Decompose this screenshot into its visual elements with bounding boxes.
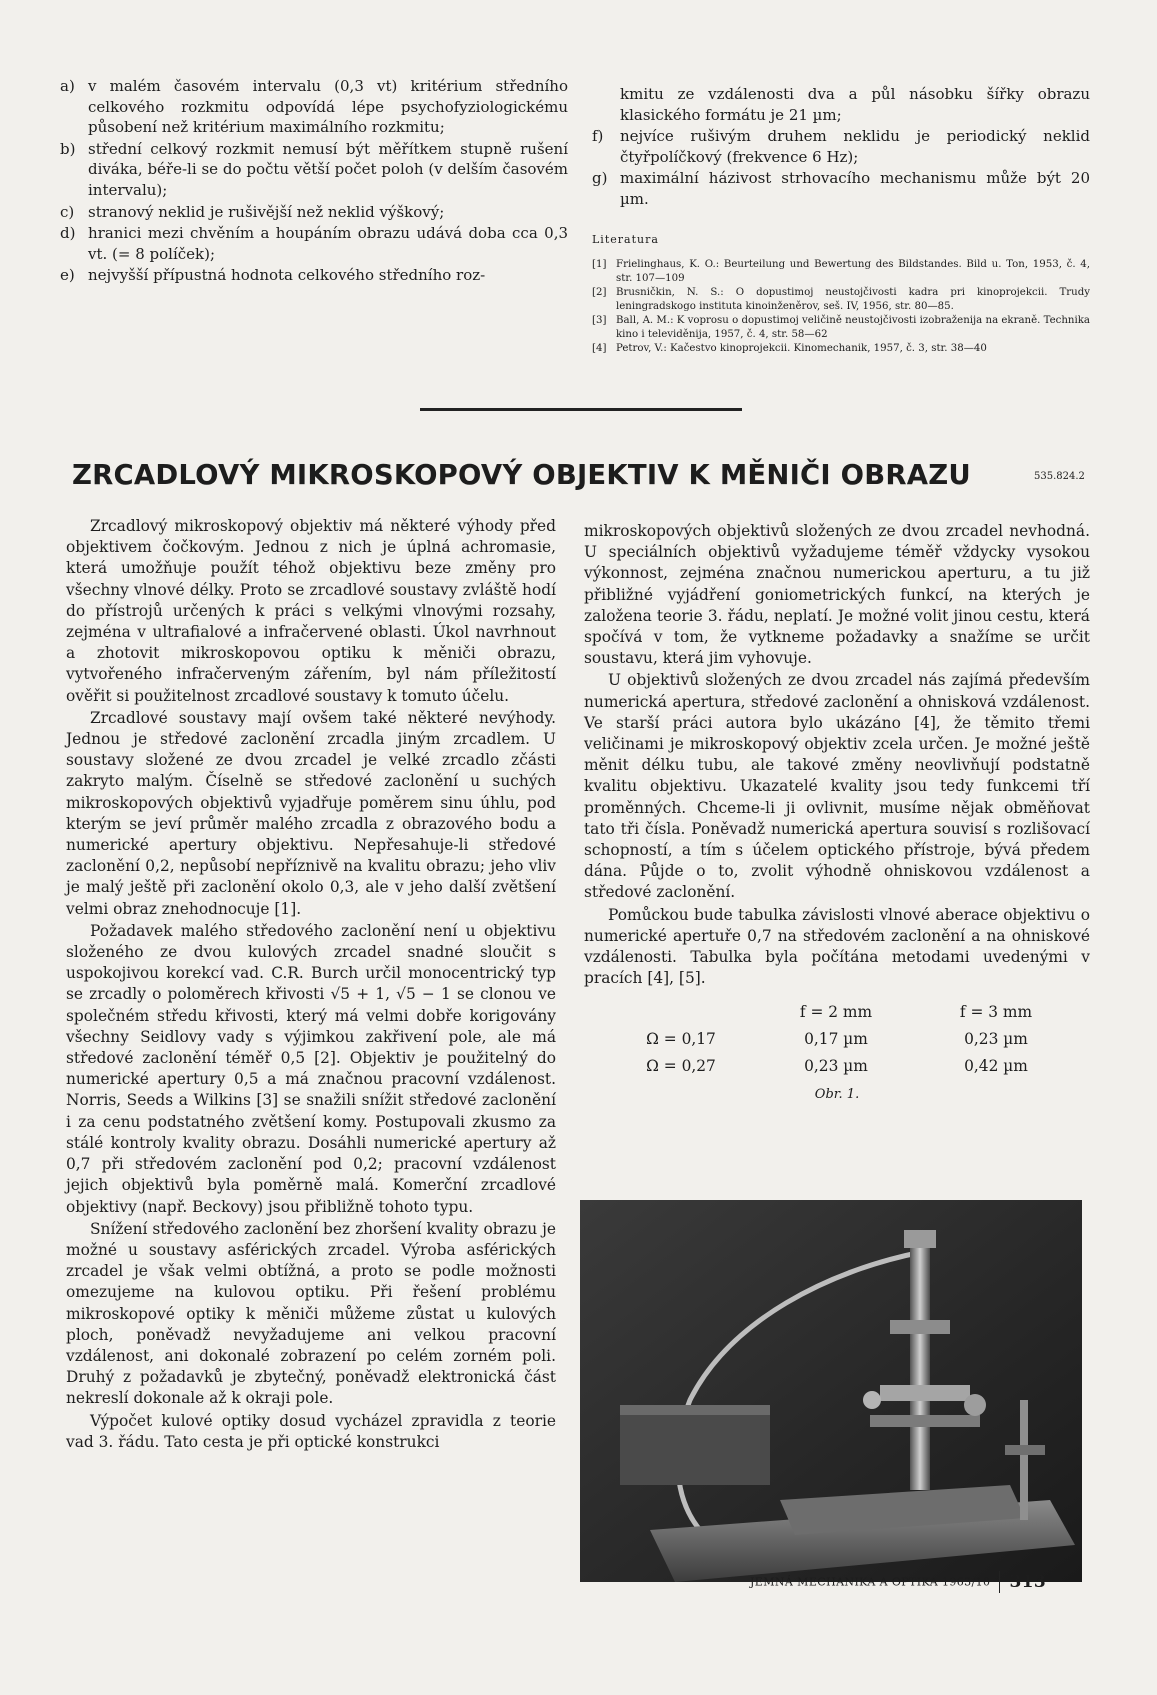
list-item: g) maximální házivost strhovacího mechanismu může být 20 µm. [592, 169, 1090, 208]
aberration-table [606, 999, 1076, 1080]
article-title: ZRCADLOVÝ MIKROSKOPOVÝ OBJEKTIV K MĚNIČI OBRAZU [72, 459, 971, 491]
paragraph: Snížení středového zaclonění bez zhoršení kvality obrazu je možné u soustavy asférických zrcadel. Výroba asférických zrcadel je však velmi obtížná, a proto se podle možnosti omezujeme na kulovou optiku. Při řešení problému mikroskopové optiky k měniči můžeme zůstat u kulových ploch, poněvadž nevyžadujeme ani velkou pracovní vzdálenost, ani dokonalé zobrazení po celém zorném poli. Druhý z požadavků je zbytečný, poněvadž elektronická část nekreslí dokonale až k okraji pole. [66, 1219, 556, 1408]
reference-item: [1] Frielinghaus, K. O.: Beurteilung und Bewertung des Bildstandes. Bild u. Ton, 1953, č. 4, str. 107—109 [592, 259, 1090, 285]
microscope-photo-illustration [580, 1200, 1082, 1582]
previous-article-list-right [592, 84, 1090, 356]
paragraph: Pomůckou bude tabulka závislosti vlnové aberace objektivu o numerické apertuře 0,7 na středovém zaclonění a na ohniskové vzdálenosti. Tabulka byla počítána metodami uvedenými v pracích [4], [5]. [584, 905, 1090, 988]
article-column-left [66, 516, 556, 1454]
list-item: a) v malém časovém intervalu (0,3 vt) kritérium středního celkového rozkmitu odpovídá lépe psychofyziologickému působení než kritérium maximálního rozkmitu; [60, 77, 568, 137]
list-item: c) stranový neklid je rušivější než neklid výškový; [60, 202, 445, 221]
microscope-photo [580, 1200, 1082, 1582]
paragraph: Výpočet kulové optiky dosud vycházel zpravidla z teorie vad 3. řádu. Tato cesta je při optické konstrukci [66, 1411, 556, 1451]
paragraph: U objektivů složených ze dvou zrcadel nás zajímá především numerická apertura, středové zaclonění a ohnisková vzdálenost. Ve starší práci autora bylo ukázáno [4], že těmito třemi veličinami je mikroskopový objektiv zcela určen. Je možné ještě měnit délku tubu, ale takové změny neovlivňují podstatně kvalitu objektivu. Ukazatelé kvality jsou tedy funkcemi tří proměnných. Chceme-li ji ovlivnit, musíme nějak obměňovat tato tři čísla. Poněvadž numerická apertura souvisí s rozlišovací schopností, a tím s účelem optického přístroje, bývá předem dána. Půjde o to, zvolit výhodně ohniskovou vzdálenost a středové zaclonění. [584, 671, 1090, 902]
journal-name: JEMNÁ MECHANIKA A OPTIKA 1963/10 [750, 1575, 991, 1589]
list-item: f) nejvíce rušivým druhem neklidu je periodický neklid čtyřpolíčkový (frekvence 6 Hz); [592, 127, 1090, 166]
reference-item: [3] Ball, A. M.: K voprosu o dopustimoj veličině neustojčivosti izobraženija na ekraně. Technika kino i televiděnija, 1957, č. 4, str. 58—62 [592, 315, 1090, 341]
footer-divider [999, 1571, 1000, 1593]
paragraph: mikroskopových objektivů složených ze dvou zrcadel nevhodná. U speciálních objektivů vyžadujeme téměř vždycky vysokou výkonnost, zejména značnou numerickou aperturu, a tu již přibližné vyjádření goniometrických funkcí, na kterých je založena teorie 3. řádu, neplatí. Je možné volit jinou cestu, která spočívá v tom, že vytkneme požadavky a snažíme se určit soustavu, která jim vyhovuje. [584, 522, 1090, 668]
literature-heading: Literatura [592, 232, 659, 246]
section-divider [420, 408, 742, 411]
table-header-row: f = 2 mm f = 3 mm [799, 1003, 1033, 1022]
table-row: Ω = 0,27 0,23 µm 0,42 µm [646, 1057, 1028, 1076]
list-item: b) střední celkový rozkmit nemusí být měřítkem stupně rušení diváka, béře-li se do počtu větší počet poloh (v delším časovém intervalu); [60, 139, 568, 199]
table-row: Ω = 0,17 0,17 µm 0,23 µm [646, 1030, 1028, 1049]
previous-article-list-left [60, 76, 568, 287]
list-item: d) hranici mezi chvěním a houpáním obrazu udává doba cca 0,3 vt. (= 8 políček); [60, 224, 568, 263]
paragraph: Požadavek malého středového zaclonění není u objektivu složeného ze dvou kulových zrcadel snadné sloučit s uspokojivou korekcí vad. C.R. Burch určil monocentrický typ se zrcadly o poloměrech křivosti √5 + 1, √5 − 1 se clonou ve společném středu křivosti, který má velmi dobře korigovány všechny Seidlovy vady s výjimkou zakřivení pole, ale má středové zaclonění téměř 0,5 [2]. Objektiv je použitelný do numerické apertury 0,5 a má značnou pracovní vzdálenost. Norris, Seeds a Wilkins [3] se snažili snížit středové zaclonění i za cenu podstatného zvětšení komy. Postupovali zkusmo za stálé kontroly kvality obrazu. Dosáhli numerické apertury až 0,7 při středovém zaclonění pod 0,2; pracovní vzdálenost jejich objektivů byla poměrně malá. Komerční zrcadlové objektivy (např. Beckovy) jsou přibližně tohoto typu. [66, 921, 556, 1216]
figure-caption: Obr. 1. [814, 1087, 860, 1103]
list-item-continuation: kmitu ze vzdálenosti dva a půl násobku šířky obrazu klasického formátu je 21 µm; [620, 85, 1090, 124]
reference-item: [4] Petrov, V.: Kačestvo kinoprojekcii. Kinomechanik, 1957, č. 3, str. 38—40 [592, 343, 987, 355]
article-column-right [584, 521, 1090, 1106]
paragraph: Zrcadlový mikroskopový objektiv má některé výhody před objektivem čočkovým. Jednou z nich je úplná achromasie, která umožňuje použít téhož objektivu beze změny pro všechny vlnové délky. Proto se zrcadlové soustavy zvláště hodí do přístrojů určených k práci s velkými vlnovými rozsahy, zejména v ultrafialové a infračervené oblasti. Úkol navrhnout a zhotovit mikroskopovou optiku k měniči obrazu, vytvořeného infračerveným zářením, byl nám příležitostí ověřit si použitelnost zrcadlové soustavy k tomuto účelu. [66, 517, 556, 705]
page-footer [750, 1571, 1046, 1593]
paragraph: Zrcadlové soustavy mají ovšem také některé nevýhody. Jednou je středové zaclonění zrcadla jiným zrcadlem. U soustavy složené ze dvou zrcadel je velké zrcadlo zčásti zakryto malým. Číselně se středové zaclonění u suchých mikroskopových objektivů vyjadřuje poměrem sinu úhlu, pod kterým se jeví průměr malého zrcadla z obrazového bodu a numerické apertury objektivu. Nepřesahuje-li středové zaclonění 0,2, nepůsobí nepříznivě na kvalitu obrazu; jeho vliv je malý ještě při zaclonění okolo 0,3, ale v jeho další zvětšení velmi obraz znehodnocuje [1]. [66, 708, 556, 918]
list-item: e) nejvyšší přípustná hodnota celkového středního roz- [60, 266, 486, 285]
page-number: 313 [1009, 1572, 1047, 1592]
udc-code: 535.824.2 [1034, 471, 1085, 482]
reference-item: [2] Brusničkin, N. S.: O dopustimoj neustojčivosti kadra pri kinoprojekcii. Trudy leningradskogo instituta kinoinženěrov, seš. IV, 1956, str. 80—85. [592, 287, 1090, 313]
